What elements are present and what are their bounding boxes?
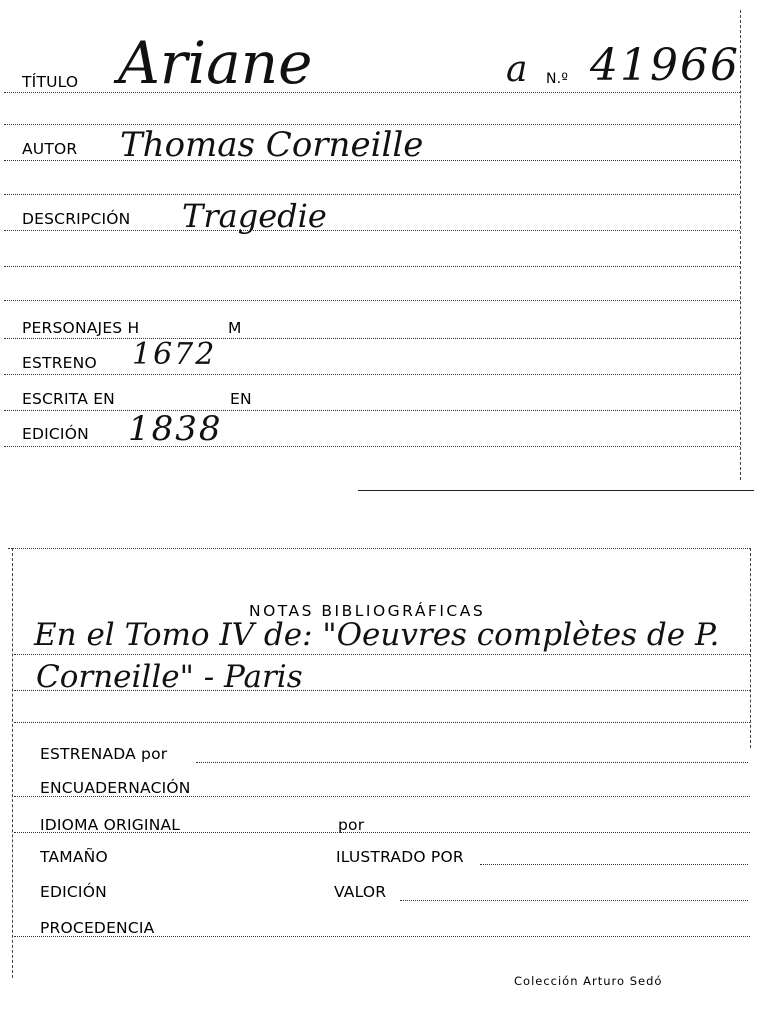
separator-line-4 <box>4 300 740 301</box>
numero-label: N.º <box>546 71 569 87</box>
titulo-line <box>4 92 740 93</box>
collection-footer: Colección Arturo Sedó <box>514 974 663 988</box>
escrita-en-label: EN <box>230 390 252 408</box>
edicion-label: EDICIÓN <box>22 425 89 443</box>
notes-line-2: Corneille" - Paris <box>36 659 303 695</box>
estrenada-label: ESTRENADA por <box>40 745 168 763</box>
numero-prefix: a <box>506 49 528 90</box>
escrita-label: ESCRITA EN <box>22 390 115 408</box>
ilustrado-label: ILUSTRADO POR <box>336 848 464 866</box>
notes-rule-2 <box>14 690 750 691</box>
escrita-line <box>4 410 740 411</box>
numero-value: 41966 <box>590 40 740 91</box>
estreno-line <box>4 374 740 375</box>
notes-rule-3 <box>14 722 750 723</box>
idioma-label: IDIOMA ORIGINAL <box>40 816 181 834</box>
tamano-line <box>480 864 748 865</box>
encuadernacion-line <box>14 796 750 797</box>
titulo-value: Ariane <box>118 29 313 97</box>
personajes-label: PERSONAJES H <box>22 319 140 337</box>
edicion-bottom-label: EDICIÓN <box>40 883 107 901</box>
titulo-label: TÍTULO <box>22 73 79 91</box>
personajes-line <box>4 338 740 339</box>
descripcion-line <box>4 230 740 231</box>
separator-line-2 <box>4 194 740 195</box>
edicion-value: 1838 <box>128 409 223 449</box>
estreno-label: ESTRENO <box>22 354 97 372</box>
procedencia-label: PROCEDENCIA <box>40 919 155 937</box>
autor-label: AUTOR <box>22 140 78 158</box>
notas-heading: NOTAS BIBLIOGRÁFICAS <box>249 602 486 620</box>
encuadernacion-label: ENCUADERNACIÓN <box>40 779 191 797</box>
notes-line-1: En el Tomo IV de: "Oeuvres complètes de P. <box>34 617 720 653</box>
card-right-border <box>740 10 741 480</box>
descripcion-label: DESCRIPCIÓN <box>22 210 131 228</box>
card-left-border <box>12 548 13 978</box>
bottom-index-card <box>0 540 759 1028</box>
edicion-line <box>4 446 740 447</box>
autor-value: Thomas Corneille <box>120 125 424 165</box>
card-right-border <box>750 548 751 748</box>
card-bottom-edge <box>358 490 754 491</box>
autor-line <box>4 160 740 161</box>
card-top-edge <box>8 548 750 549</box>
procedencia-line <box>14 936 750 937</box>
top-index-card <box>0 0 759 500</box>
estrenada-line <box>196 762 748 763</box>
tamano-label: TAMAÑO <box>40 848 108 866</box>
personajes-m-label: M <box>228 319 242 337</box>
idioma-por-label: por <box>338 816 365 834</box>
valor-label: VALOR <box>334 883 387 901</box>
separator-line-3 <box>4 266 740 267</box>
valor-line <box>400 900 748 901</box>
idioma-line <box>14 832 750 833</box>
notes-rule-1 <box>14 654 750 655</box>
estreno-value: 1672 <box>132 337 217 372</box>
descripcion-value: Tragedie <box>182 197 327 235</box>
